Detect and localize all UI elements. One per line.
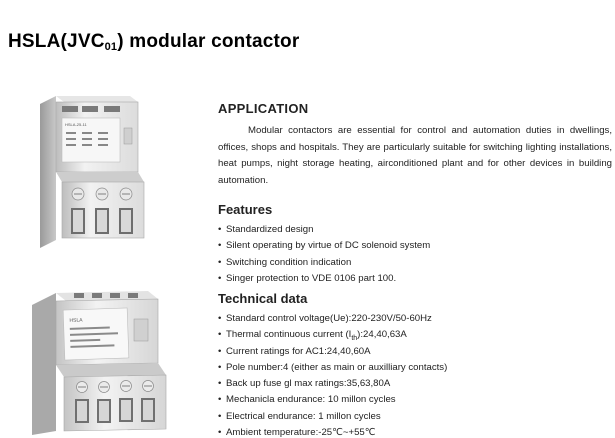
product-image-top xyxy=(38,90,148,252)
page-title: $HSLA(JVC_{01})$ modular contactor xyxy=(8,31,300,53)
list-item: • Mechanicla endurance: 10 millon cycles xyxy=(218,394,396,406)
features-heading: Features xyxy=(218,202,273,217)
list-item: • Ambient temperature:-25℃~+55℃ xyxy=(218,427,376,438)
list-item: • Pole number:4 (either as main or auxilliary contacts) xyxy=(218,361,448,373)
list-item: • Back up fuse gl max ratings:35,63,80A xyxy=(218,378,391,390)
technical-heading: Technical data xyxy=(218,291,308,306)
technical-list xyxy=(218,311,447,438)
features-list xyxy=(218,222,430,287)
list-item: • Electrical endurance: 1 millon cycles xyxy=(218,410,381,422)
application-text: Modular contactors are essential for control and automation duties in dwellings, offices, shops and hospitals. They are particularly suitable for switching lighting installations, heat pumps, night storage heating, airconditioned plant and for other devices in building automation. xyxy=(218,125,612,186)
product-image-bottom xyxy=(30,283,170,435)
list-item: • Silent operating by virtue of DC solenoid system xyxy=(218,240,431,252)
list-item: • Standard control voltage(Ue):220-230V/50-60Hz xyxy=(218,313,432,324)
list-item: • Current ratings for AC1:24,40,60A xyxy=(218,345,371,357)
list-item: • Standardized design xyxy=(218,224,314,235)
list-item: • Thermal continuous current $(I_{th}):24,40,63A$ xyxy=(218,329,407,343)
device-label-bottom: HSLA xyxy=(69,317,83,324)
list-item: • Singer protection to VDE 0106 part 100. xyxy=(218,272,397,284)
application-heading: APPLICATION xyxy=(218,101,309,116)
device-label-top: HSLA-25-11 xyxy=(65,122,87,127)
list-item: • Switching condition indication xyxy=(218,256,352,268)
